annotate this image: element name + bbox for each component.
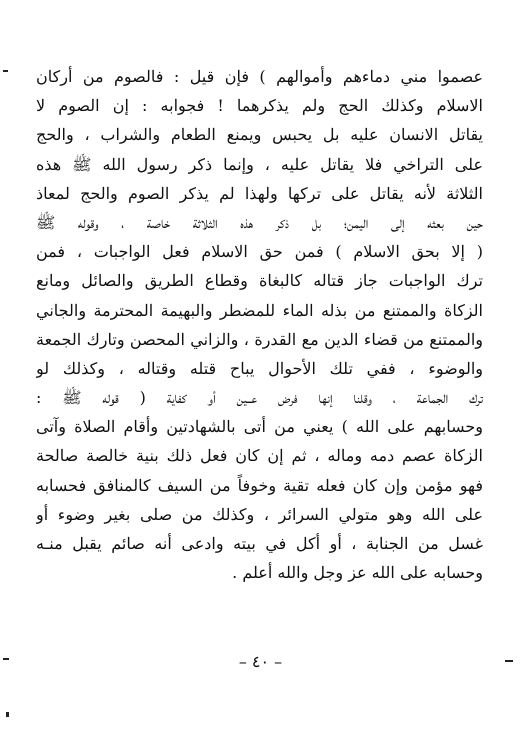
text-line: يقاتل الانسان عليه بل يحبس ويمنع الطعام والشراب ، والحج bbox=[36, 125, 483, 145]
text-line: ( إلا بحق الاسلام ) فمن حق الاسلام فعل الواجبات ، فمن bbox=[36, 242, 483, 262]
text-line: عصموا مني دماءهم وأموالهم ) فإن قيل : فالصوم من أركان bbox=[36, 67, 483, 86]
text-line: غسل من الجنابة ، أو أكل في بيته وادعى أنه صائم يقبل منـه bbox=[36, 534, 483, 553]
text-line: الزكاة والممتنع من بذله الماء للمضطر والبهيمة المحترمة والجاني bbox=[36, 300, 483, 320]
text-line: على التراخي فلا يقاتل عليه ، وإنما ذكر رسول الله ﷺ هذه bbox=[36, 154, 483, 174]
margin-mark bbox=[6, 712, 9, 717]
body-text bbox=[36, 62, 483, 587]
text-line: الاسلام وكذلك الحج ولم يذكرهما ! فجوابه : إن الصوم لا bbox=[36, 96, 483, 116]
text-line: فهو مؤمن وإن كان فعله تقية وخوفاً من السيف كالمنافق فحسابه bbox=[36, 475, 483, 495]
margin-mark bbox=[3, 70, 8, 72]
text-line: على الله وهو متولي السرائر ، وكذلك من صلى بغير وضوء أو bbox=[36, 504, 483, 524]
text-line: الثلاثة لأنه يقاتل على تركها ولهذا لم يذكر الصوم والحج لمعاذ bbox=[36, 183, 483, 203]
text-line: حين بعثه إلى اليمن؛ بل ذكر هذه الثلاثة خاصة ، وقوله ﷺ bbox=[36, 212, 483, 232]
page-number: – ٤٠ – bbox=[238, 652, 283, 671]
text-line: وحسابه على الله عز وجل والله أعلم . bbox=[232, 563, 483, 583]
text-line: الزكاة عصم دمه وماله ، ثم إن كان فعل ذلك بنية خالصة صالحة bbox=[36, 446, 483, 466]
text-line: ترك الواجبات جاز قتاله كالبغاة وقطاع الطريق والصائل ومانع bbox=[36, 271, 483, 291]
text-line: ترك الجماعة ، وقلنا إنها فرض عــين أو كفاية ( قوله ﷺ : bbox=[36, 388, 483, 408]
text-line: وحسابهم على الله ) يعني من أتى بالشهادتين وأقام الصلاة وآتى bbox=[36, 417, 483, 437]
text-line: والممتنع من قضاء الدين مع القدرة ، والزاني المحصن وتارك الجمعة bbox=[36, 329, 483, 349]
text-line: والوضوء ، ففي تلك الأحوال يباح قتله وقتاله ، وكذلك لو bbox=[36, 358, 483, 378]
